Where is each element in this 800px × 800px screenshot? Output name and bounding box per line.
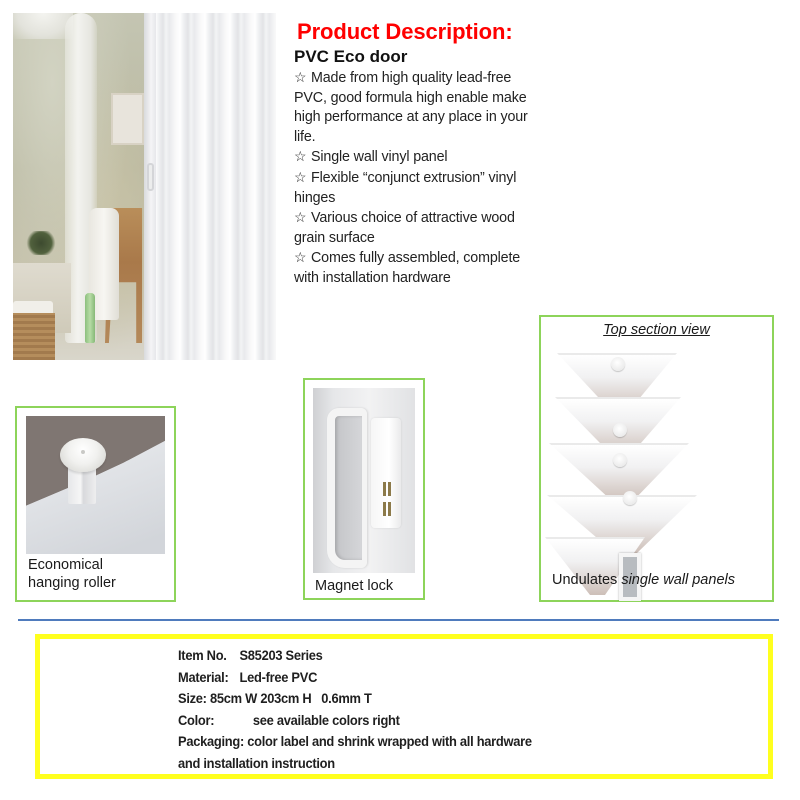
roller-wheel-icon [60,438,106,472]
magnet-lock-photo [313,388,415,573]
door-handle-icon [147,163,154,191]
hanging-roller-panel [15,406,176,602]
spec-box [35,634,773,779]
magnet-lock-caption: Magnet lock [315,578,394,594]
product-description [294,18,534,289]
star-outline-icon: ☆ [294,148,307,165]
green-bottle [85,293,95,343]
hinge-knob-icon [611,357,625,371]
spec-packaging: Packaging: color label and shrink wrapped with all hardware [178,733,532,749]
hanging-roller-caption: Economical hanging roller [28,557,116,591]
star-outline-icon: ☆ [294,209,307,226]
spec-size: Size: 85cm W 203cm H 0.6mm T [178,690,372,706]
chandelier [13,13,73,39]
hanging-roller-photo [26,416,165,554]
hinge-knob-icon [623,491,637,505]
spec-packaging-cont: and installation instruction [178,754,335,771]
spec-color: Color: see available colors right [178,711,400,728]
hinge-knob-icon [613,423,627,437]
spec-item-no: Item No. S85203 Series [178,647,323,663]
section-divider [18,619,779,621]
feature-item: ☆ Made from high quality lead-free PVC, good formula high enable make high performance at any place in your life. [294,69,528,145]
star-outline-icon: ☆ [294,168,307,185]
star-outline-icon: ☆ [294,69,307,85]
spec-list [178,645,532,774]
hinge-knob-icon [613,453,627,467]
plant [26,231,56,255]
spec-material: Material: Led-free PVC [178,668,318,685]
hero-product-photo [13,13,276,360]
description-title: Product Description: [297,19,513,44]
feature-item: ☆ Comes fully assembled, complete with installation hardware [294,249,521,286]
section-view-panel [539,315,774,602]
section-view-photo [543,331,703,601]
product-name: PVC Eco door [294,47,408,66]
magnet-lock-panel [303,378,425,600]
wall-picture [111,93,144,145]
lock-handle [327,408,367,568]
feature-item: ☆ Flexible “conjunct extrusion” vinyl hinges [294,168,517,206]
feature-item: ☆ Various choice of attractive wood grain surface [294,209,515,246]
feature-list [294,68,534,289]
lock-plate [371,418,401,528]
section-view-title: Top section view [603,322,710,338]
star-outline-icon: ☆ [294,249,307,266]
wicker-basket [13,313,55,360]
feature-item: ☆ Single wall vinyl panel [294,148,448,166]
folding-door [144,13,276,360]
section-view-caption: Undulates single wall panels [552,572,735,588]
